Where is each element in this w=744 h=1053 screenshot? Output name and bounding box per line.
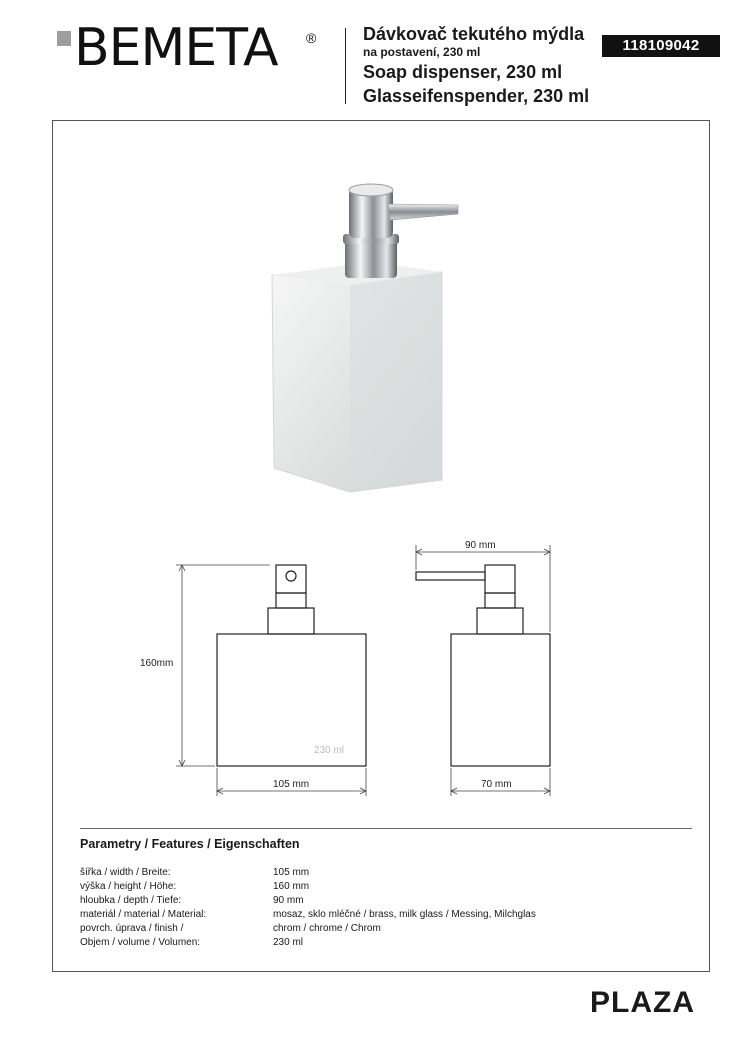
subtitle-cz: na postavení, 230 ml — [363, 45, 481, 59]
spec-label: povrch. úprava / finish / — [80, 923, 184, 934]
spec-label: šířka / width / Breite: — [80, 867, 171, 878]
product-photo — [272, 184, 458, 492]
spec-value: 160 mm — [273, 881, 310, 892]
side-view-drawing — [416, 565, 550, 766]
registered-mark: ® — [306, 30, 317, 46]
width-dimension-label: 105 mm — [273, 779, 310, 790]
spec-value: chrom / chrome / Chrom — [273, 923, 381, 934]
title-en: Soap dispenser, 230 ml — [363, 62, 563, 82]
spec-value: 105 mm — [273, 867, 310, 878]
spec-label: materiál / material / Material: — [80, 909, 207, 920]
depth-dimension-label: 70 mm — [481, 779, 512, 790]
brand-logo: BEMETA — [74, 18, 278, 78]
dimension-lines — [176, 545, 550, 796]
spec-value: mosaz, sklo mléčné / brass, milk glass / Messing, Milchglas — [273, 909, 536, 920]
spec-label: hloubka / depth / Tiefe: — [80, 895, 182, 906]
title-cz: Dávkovač tekutého mýdla — [363, 24, 585, 44]
spec-value: 90 mm — [273, 895, 304, 906]
height-dimension-label: 160mm — [140, 658, 174, 669]
specs-divider — [80, 828, 692, 829]
front-view-drawing — [217, 565, 366, 766]
product-code: 118109042 — [602, 35, 720, 57]
spout-dimension-label: 90 mm — [465, 540, 496, 551]
series-name: PLAZA — [590, 986, 695, 1019]
title-de: Glasseifenspender, 230 ml — [363, 86, 590, 106]
specs-title: Parametry / Features / Eigenschaften — [80, 837, 300, 851]
spec-label: výška / height / Höhe: — [80, 881, 177, 892]
volume-mark: 230 ml — [314, 745, 345, 756]
spec-value: 230 ml — [273, 937, 304, 948]
spec-label: Objem / volume / Volumen: — [80, 937, 201, 948]
